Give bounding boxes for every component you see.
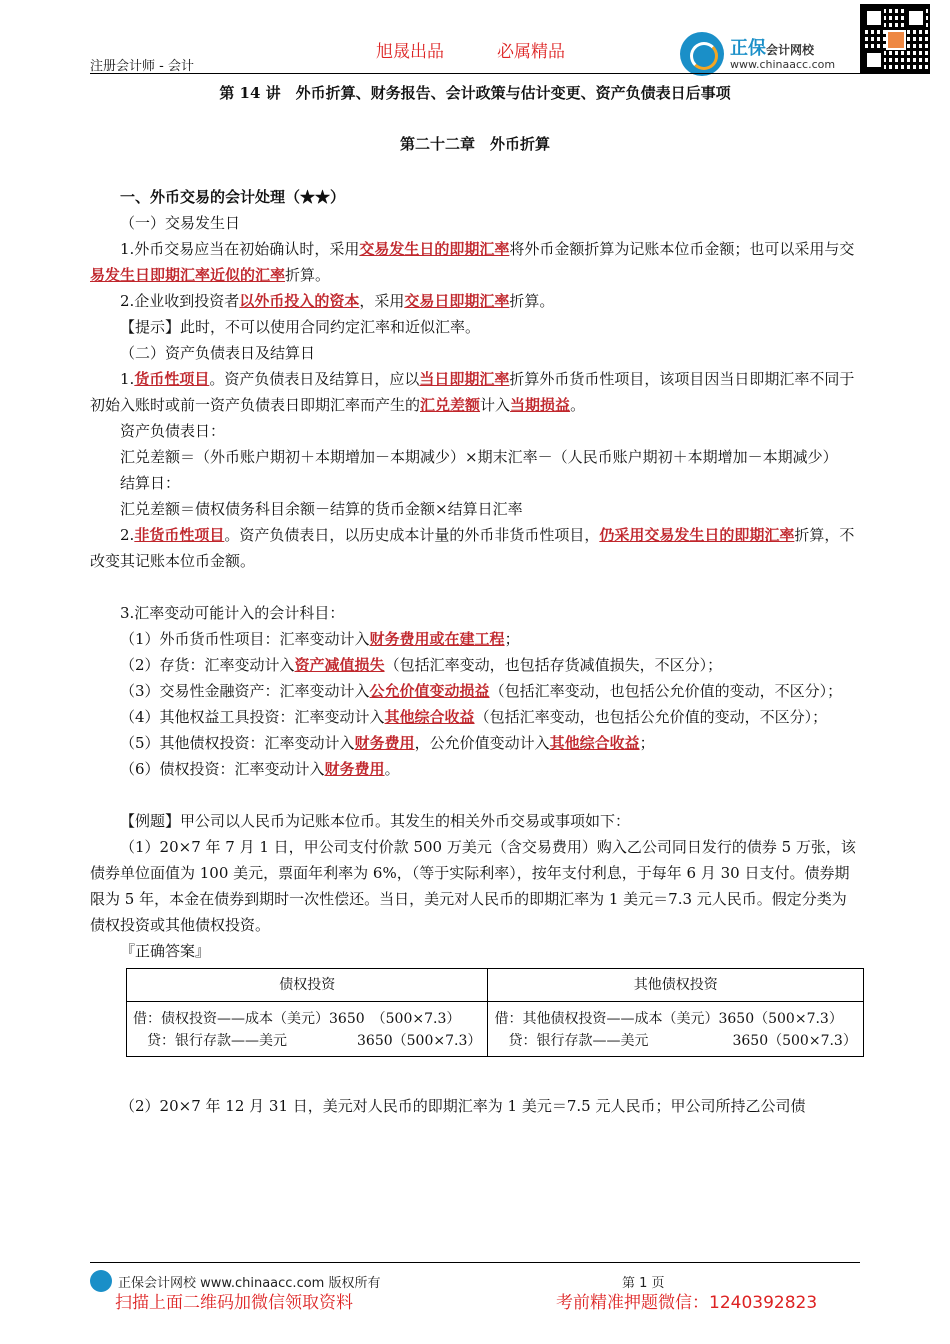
example-intro: 【例题】甲公司以人民币为记账本位币。其发生的相关外币交易或事项如下： xyxy=(120,812,631,830)
list-item: （2）存货：汇率变动计入资产减值损失（包括汇率变动，也包括存货减值损失，不区分）； xyxy=(120,656,723,674)
footer-divider xyxy=(90,1262,860,1263)
footer-copyright: 正保会计网校 www.chinaacc.com 版权所有 xyxy=(118,1276,381,1291)
emphasis: 当日即期汇率 xyxy=(419,370,510,388)
list-item: （6）债权投资：汇率变动计入财务费用。 xyxy=(120,760,400,778)
table-header: 其他债权投资 xyxy=(488,969,864,1002)
document-body xyxy=(90,184,860,1119)
emphasis: 非货币性项目 xyxy=(134,526,225,544)
settle-label: 结算日： xyxy=(120,474,181,492)
footer-logo-icon xyxy=(90,1270,112,1292)
emphasis: 资产减值损失 xyxy=(294,656,385,674)
paragraph-4: 2.非货币性项目。资产负债表日，以历史成本计量的外币非货币性项目，仍采用交易发生日的即期汇率折算，不改变其记账本位币金额。 xyxy=(90,526,855,570)
list-item: （3）交易性金融资产：汇率变动计入公允价值变动损益（包括汇率变动，也包括公允价值的变动，不区分）； xyxy=(120,682,843,700)
example-q1: （1）20×7 年 7 月 1 日，甲公司支付价款 500 万美元（含交易费用）购入乙公司同日发行的债券 5 万张，该债券单位面值为 100 美元，票面年利率为 6%，（等于实际利率），按年支付利息，于每年 6 月 30 日支付。债券期限为 5 年，本金在债券到期时一次性偿还。当日，美元对人民币的即期汇率为 1 美元＝7.3 元人民币。假定分类为债权投资或其他债权投资。 xyxy=(90,838,856,934)
header-divider xyxy=(90,73,860,74)
paragraph-2: 2.企业收到投资者以外币投入的资本，采用交易日即期汇率折算。 xyxy=(120,292,555,310)
answer-label: 『正确答案』 xyxy=(120,942,211,960)
table-cell: 借：债权投资——成本（美元）3650 （500×7.3） 贷：银行存款——美元 3650（500×7.3） xyxy=(127,1002,488,1057)
emphasis: 仍采用交易发生日的即期汇率 xyxy=(599,526,795,544)
qr-code-icon xyxy=(860,4,930,92)
brand-name: 正保 xyxy=(730,38,766,59)
emphasis: 汇兑差额 xyxy=(420,396,481,414)
example-q2: （2）20×7 年 12 月 31 日，美元对人民币的即期汇率为 1 美元＝7.5 元人民币；甲公司所持乙公司债 xyxy=(120,1097,806,1115)
lecture-title: 第 14 讲 外币折算、财务报告、会计政策与估计变更、资产负债表日后事项 xyxy=(219,84,731,102)
paragraph-1: 1.外币交易应当在初始确认时，采用交易发生日的即期汇率将外币金额折算为记账本位币金额；也可以采用与交易发生日即期汇率近似的汇率折算。 xyxy=(90,240,855,284)
answer-table xyxy=(126,968,864,1057)
emphasis: 交易发生日的即期汇率 xyxy=(359,240,510,258)
emphasis: 财务费用 xyxy=(324,760,385,778)
emphasis: 货币性项目 xyxy=(134,370,210,388)
course-label: 注册会计师 - 会计 xyxy=(90,59,194,74)
list-item: （1）外币货币性项目：汇率变动计入财务费用或在建工程； xyxy=(120,630,520,648)
section-heading: 一、外币交易的会计处理（★★） xyxy=(120,188,346,206)
table-cell: 借：其他债权投资——成本（美元）3650（500×7.3） 贷：银行存款——美元 3650（500×7.3） xyxy=(488,1002,864,1057)
promo-right: 考前精准押题微信：1240392823 xyxy=(556,1293,818,1313)
bs-formula: 汇兑差额＝（外币账户期初＋本期增加－本期减少）×期末汇率－（人民币账户期初＋本期增加－本期减少） xyxy=(120,448,838,466)
promo-left: 扫描上面二维码加微信领取资料 xyxy=(115,1293,353,1313)
section3-title: 3.汇率变动可能计入的会计科目： xyxy=(120,604,345,622)
table-row xyxy=(127,1002,864,1057)
brand-sub: 会计网校 xyxy=(766,43,815,57)
subsection-2: （二）资产负债表日及结算日 xyxy=(120,344,316,362)
list-item: （4）其他权益工具投资：汇率变动计入其他综合收益（包括汇率变动，也包括公允价值的变动，不区分）； xyxy=(120,708,828,726)
emphasis: 其他综合收益 xyxy=(384,708,475,726)
slogan-right: 必属精品 xyxy=(497,42,565,62)
emphasis: 公允价值变动损益 xyxy=(369,682,490,700)
brand-logo-icon xyxy=(680,32,724,76)
emphasis: 财务费用或在建工程 xyxy=(369,630,505,648)
emphasis: 交易日即期汇率 xyxy=(404,292,510,310)
slogan-left: 旭晟出品 xyxy=(376,42,444,62)
emphasis: 易发生日即期汇率近似的汇率 xyxy=(90,266,286,284)
chapter-title: 第二十二章 外币折算 xyxy=(399,135,550,153)
page-number: 第 1 页 xyxy=(622,1276,665,1291)
emphasis: 以外币投入的资本 xyxy=(239,292,360,310)
bs-label: 资产负债表日： xyxy=(120,422,226,440)
brand-url: www.chinaacc.com xyxy=(730,58,836,71)
subsection-1: （一）交易发生日 xyxy=(120,214,241,232)
tip: 【提示】此时，不可以使用合同约定汇率和近似汇率。 xyxy=(120,318,481,336)
emphasis: 当期损益 xyxy=(510,396,571,414)
list-item: （5）其他债权投资：汇率变动计入财务费用，公允价值变动计入其他综合收益； xyxy=(120,734,655,752)
settle-formula: 汇兑差额＝债权债务科目余额－结算的货币金额×结算日汇率 xyxy=(120,500,523,518)
table-header: 债权投资 xyxy=(127,969,488,1002)
emphasis: 其他综合收益 xyxy=(549,734,640,752)
paragraph-3: 1.货币性项目。资产负债表日及结算日，应以当日即期汇率折算外币货币性项目，该项目因当日即期汇率不同于初始入账时或前一资产负债表日即期汇率而产生的汇兑差额计入当期损益。 xyxy=(90,370,855,414)
emphasis: 财务费用 xyxy=(354,734,415,752)
